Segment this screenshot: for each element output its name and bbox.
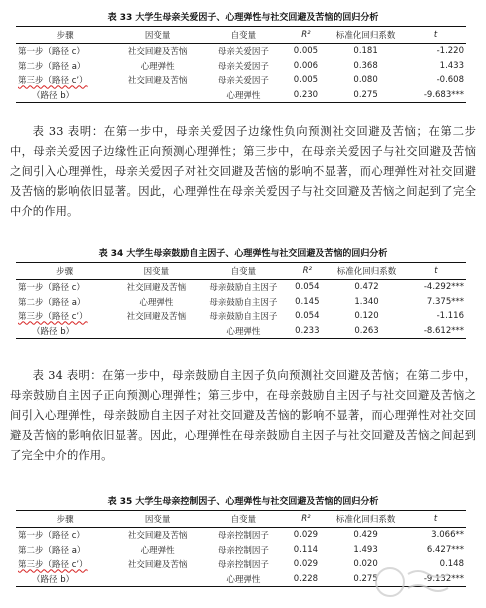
header-t: t [405,27,466,44]
cell-step-text: 第三步（路径 c’） [18,312,88,323]
header-standardized-coefficient: 标准化回归系数 [326,511,405,528]
table-34 [16,262,466,339]
cell-t: 6.427*** [426,544,464,555]
cell-independent-variable: 母亲鼓励自主因子 [209,297,278,308]
cell-independent-variable: 母亲关爱因子 [217,76,269,87]
table-row [16,528,466,543]
table-row [16,280,466,295]
cell-standardized-coefficient: 0.275 [326,572,405,587]
cell-r-squared: 0.005 [293,46,319,57]
cell-step: （路径 b） [16,324,113,339]
table-33 [16,26,466,103]
cell-step: 第二步（路径 a） [18,545,86,556]
cell-step [16,309,113,324]
cell-standardized-coefficient: 0.429 [353,530,378,541]
cell-r-squared: 0.029 [293,530,319,541]
cell-standardized-coefficient: 1.340 [354,296,379,307]
table-row [16,324,466,339]
cell-r-squared: 0.114 [293,544,319,555]
table-33-caption: 表 33 大学生母亲关爱因子、心理弹性与社交回避及苦恼的回归分析 [107,13,379,23]
table-row [16,88,466,103]
paragraph-table-33: 表 33 表明：在第一步中，母亲关爱因子边缘性负向预测社交回避及苦恼；在第二步中，母亲关爱因子边缘性正向预测心理弹性；第三步中，在母亲关爱因子与社交回避及苦恼之间引入心理弹性，母亲关爱因子对社交回避及苦恼的影响不显著，而心理弹性对社交回避及苦恼的影响依旧显著。因此，心理弹性在母亲关爱因子与社交回避及苦恼之间起到了完全中介的作用。 [10,125,476,218]
table-row [16,59,466,74]
cell-step [16,557,114,572]
cell-r-squared: 0.029 [293,559,319,570]
table-row [16,309,466,324]
cell-independent-variable: 母亲鼓励自主因子 [209,283,278,294]
cell-t: 0.148 [439,559,464,570]
header-step: 步骤 [16,511,114,528]
cell-t: -9.683*** [405,88,466,103]
header-independent-variable: 自变量 [201,27,286,44]
cell-step: 第二步（路径 a） [18,61,86,72]
cell-independent-variable: 母亲关爱因子 [217,47,269,58]
cell-r-squared: 0.233 [287,324,327,339]
header-independent-variable: 自变量 [201,511,286,528]
cell-dependent-variable: 心理弹性 [140,61,175,72]
header-r-squared: R² [286,511,326,528]
cell-r-squared: 0.006 [293,60,319,71]
cell-standardized-coefficient: 0.263 [327,324,406,339]
cell-t: -1.220 [436,46,464,57]
cell-t: -1.116 [436,311,464,322]
cell-t: -8.612*** [406,324,466,339]
cell-standardized-coefficient: 0.020 [353,559,378,570]
table-row [16,543,466,558]
table-35 [16,510,466,587]
cell-dependent-variable [114,572,201,587]
cell-step: 第一步（路径 c） [18,531,85,542]
header-standardized-coefficient: 标准化回归系数 [327,263,406,280]
header-t: t [405,511,466,528]
header-t: t [406,263,466,280]
cell-standardized-coefficient: 0.120 [354,311,379,322]
table-row [16,572,466,587]
cell-t: -0.608 [436,75,464,86]
header-independent-variable: 自变量 [199,263,287,280]
cell-independent-variable: 母亲鼓励自主因子 [209,312,278,323]
cell-standardized-coefficient: 0.368 [353,60,378,71]
cell-independent-variable: 母亲控制因子 [217,560,269,571]
cell-independent-variable: 母亲控制因子 [217,531,269,542]
cell-dependent-variable: 社交回避及苦恼 [127,76,188,87]
header-step: 步骤 [16,263,113,280]
cell-step: （路径 b） [16,572,114,587]
cell-dependent-variable: 社交回避及苦恼 [126,312,187,323]
cell-standardized-coefficient: 0.275 [326,88,405,103]
cell-independent-variable: 母亲关爱因子 [217,61,269,72]
cell-r-squared: 0.054 [295,282,320,293]
cell-step: 第一步（路径 c） [18,283,85,294]
header-standardized-coefficient: 标准化回归系数 [326,27,405,44]
header-dependent-variable: 因变量 [113,263,199,280]
cell-dependent-variable: 社交回避及苦恼 [127,47,188,58]
header-dependent-variable: 因变量 [114,27,201,44]
cell-step-text: 第三步（路径 c’） [18,560,88,571]
header-dependent-variable: 因变量 [114,511,201,528]
cell-standardized-coefficient: 0.080 [353,75,378,86]
table-35-header-row [16,511,466,528]
cell-dependent-variable: 社交回避及苦恼 [127,531,188,542]
cell-r-squared: 0.054 [295,311,320,322]
table-34-header-row [16,263,466,280]
cell-dependent-variable [114,88,201,103]
cell-dependent-variable: 社交回避及苦恼 [126,283,187,294]
header-step: 步骤 [16,27,114,44]
cell-r-squared: 0.145 [295,296,320,307]
table-row [16,73,466,88]
cell-t: -4.292*** [423,282,464,293]
header-r-squared: R² [287,263,327,280]
cell-r-squared: 0.005 [293,75,319,86]
cell-standardized-coefficient: 1.493 [353,544,378,555]
cell-step: 第一步（路径 c） [18,47,85,58]
table-35-caption: 表 35 大学生母亲控制因子、心理弹性与社交回避及苦恼的回归分析 [107,497,379,507]
table-row [16,295,466,310]
cell-t: 7.375*** [426,296,464,307]
cell-t: 3.066** [431,530,464,541]
cell-dependent-variable: 心理弹性 [139,297,174,308]
cell-independent-variable: 母亲控制因子 [217,545,269,556]
table-row [16,44,466,59]
table-33-header-row [16,27,466,44]
table-row [16,557,466,572]
cell-dependent-variable: 社交回避及苦恼 [127,560,188,571]
cell-dependent-variable: 心理弹性 [140,545,175,556]
cell-standardized-coefficient: 0.472 [354,282,379,293]
paragraph-table-34: 表 34 表明：在第一步中，母亲鼓励自主因子负向预测社交回避及苦恼；在第二步中，母亲鼓励自主因子正向预测心理弹性；第三步中，在母亲鼓励自主因子与社交回避及苦恼之间引入心理弹性，母亲鼓励自主因子对社交回避及苦恼的影响不显著，而心理弹性对社交回避及苦恼的影响依旧显著。因此，心理弹性在母亲鼓励自主因子与社交回避及苦恼之间起到了完全中介的作用。 [10,369,476,462]
cell-step [16,73,114,88]
cell-standardized-coefficient: 0.181 [353,46,378,57]
cell-t: 1.433 [439,60,464,71]
cell-step: （路径 b） [16,88,114,103]
cell-independent-variable: 心理弹性 [199,324,287,339]
cell-independent-variable: 心理弹性 [201,88,286,103]
cell-step-text: 第三步（路径 c’） [18,76,88,87]
cell-dependent-variable [113,324,199,339]
cell-t: -9.132*** [405,572,466,587]
cell-step: 第二步（路径 a） [18,297,86,308]
cell-r-squared: 0.230 [286,88,326,103]
cell-r-squared: 0.228 [286,572,326,587]
header-r-squared: R² [286,27,326,44]
cell-independent-variable: 心理弹性 [201,572,286,587]
table-34-caption: 表 34 大学生母亲鼓励自主因子、心理弹性与社交回避及苦恼的回归分析 [98,249,388,259]
